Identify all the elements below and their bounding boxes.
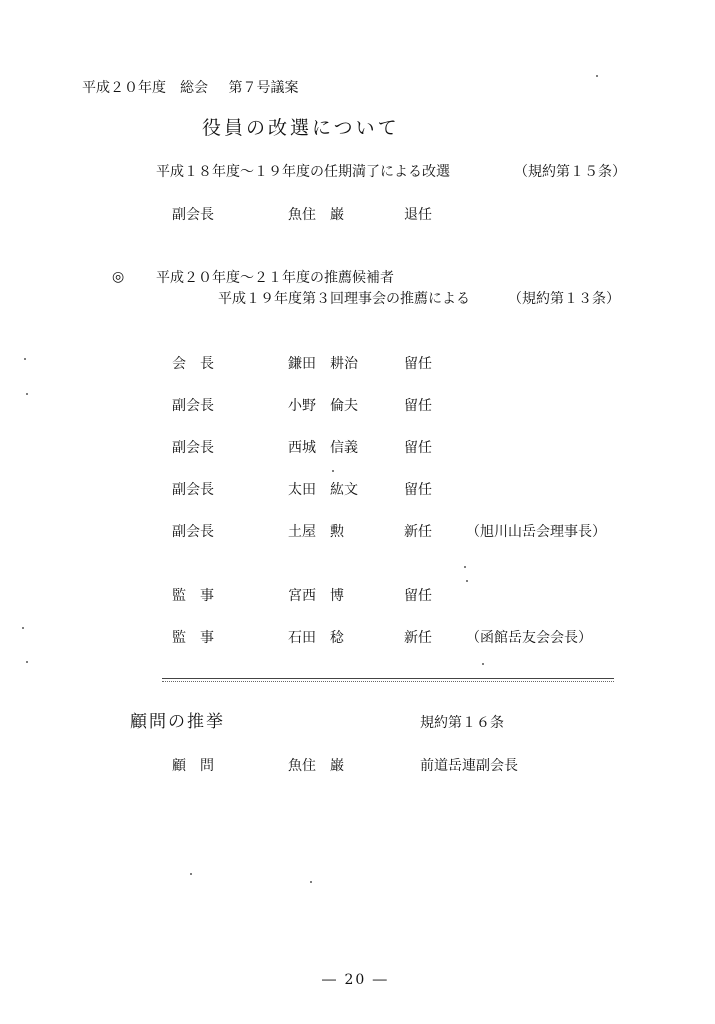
scan-speck: [464, 566, 466, 568]
officer-role: 副会長: [172, 398, 214, 414]
section2-marker: ◎: [112, 269, 125, 285]
meeting-label: 平成２０年度 総会: [82, 80, 208, 96]
page-number: ― 20 ―: [322, 972, 389, 988]
section-divider: [162, 678, 614, 679]
section1-row-name: 魚住 巌: [288, 207, 344, 223]
scan-speck: [22, 627, 24, 629]
officer-status: 留任: [404, 482, 432, 498]
section2-heading: 平成２０年度～２１年度の推薦候補者: [156, 270, 394, 286]
officer-role: 監 事: [172, 588, 214, 604]
document-header: [82, 81, 314, 95]
section2-rule-ref: （規約第１３条）: [508, 291, 620, 307]
officer-role: 監 事: [172, 630, 214, 646]
section3-rule-ref: 規約第１６条: [420, 715, 504, 731]
scan-speck: [596, 75, 598, 77]
scan-speck: [482, 663, 484, 665]
section2-subheading: 平成１９年度第３回理事会の推薦による: [218, 291, 470, 307]
section1-heading: 平成１８年度～１９年度の任期満了による改選: [156, 164, 450, 180]
advisor-name: 魚住 巌: [288, 758, 344, 774]
agenda-number: 第７号議案: [228, 80, 299, 96]
officer-role: 副会長: [172, 440, 214, 456]
scan-speck: [310, 881, 312, 883]
officer-name: 鎌田 耕治: [288, 356, 358, 372]
advisor-role: 顧 問: [172, 758, 214, 774]
section1-row-role: 副会長: [172, 207, 214, 223]
officer-note: （旭川山岳会理事長）: [466, 524, 606, 540]
officer-name: 太田 紘文: [288, 482, 358, 498]
scan-speck: [466, 580, 468, 582]
officer-status: 新任: [404, 524, 432, 540]
scan-speck: [190, 873, 192, 875]
advisor-note: 前道岳連副会長: [420, 758, 518, 774]
section3-heading: 顧問の推挙: [130, 712, 225, 732]
officer-note: （函館岳友会会長）: [466, 630, 592, 646]
section1-row-status: 退任: [404, 207, 432, 223]
section-divider-dotted: [162, 681, 614, 682]
scan-speck: [26, 393, 28, 395]
scan-speck: [26, 661, 28, 663]
officer-status: 新任: [404, 630, 432, 646]
officer-status: 留任: [404, 440, 432, 456]
officer-name: 西城 信義: [288, 440, 358, 456]
scan-speck: [24, 358, 26, 360]
officer-role: 会 長: [172, 356, 214, 372]
officer-status: 留任: [404, 356, 432, 372]
scan-speck: [332, 470, 334, 472]
officer-name: 石田 稔: [288, 630, 344, 646]
officer-name: 小野 倫夫: [288, 398, 358, 414]
page-title: 役員の改選について: [202, 117, 400, 139]
officer-status: 留任: [404, 588, 432, 604]
officer-role: 副会長: [172, 482, 214, 498]
officer-role: 副会長: [172, 524, 214, 540]
section1-rule-ref: （規約第１５条）: [514, 164, 626, 180]
officer-name: 土屋 勲: [288, 524, 344, 540]
officer-name: 宮西 博: [288, 588, 344, 604]
officer-status: 留任: [404, 398, 432, 414]
